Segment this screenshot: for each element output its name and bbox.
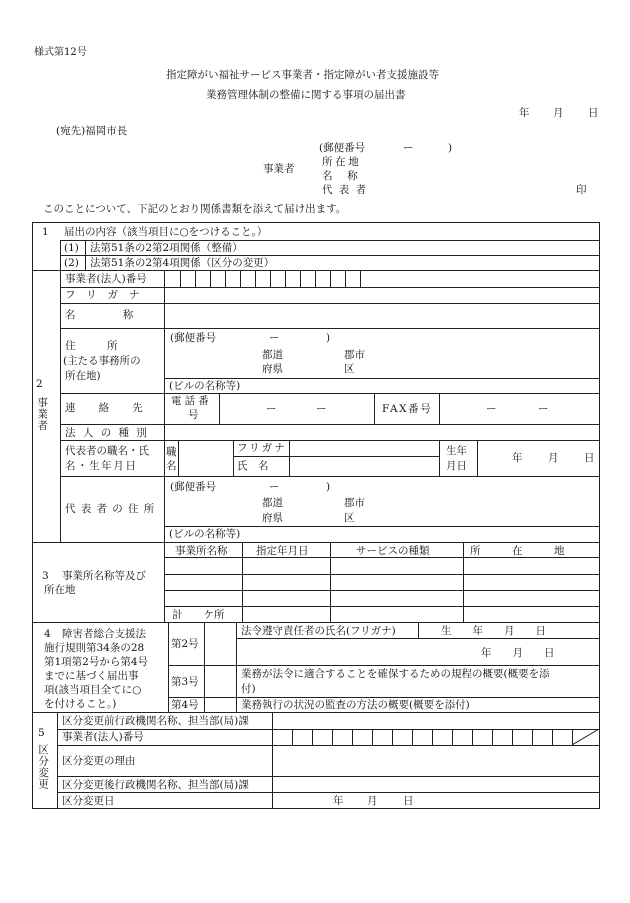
s1-title: 届出の内容（該当項目に○をつけること。） bbox=[64, 226, 268, 238]
tel-label-2: 号 bbox=[188, 409, 199, 421]
s3-col-location: 所 在 地 bbox=[470, 545, 565, 557]
form-title-line1: 指定障がい福祉サービス事業者・指定障がい者支援施設等 bbox=[166, 69, 439, 81]
rep-label-2: 名・生年月日 bbox=[65, 460, 138, 472]
rep-year: 年 bbox=[512, 452, 523, 464]
address-label-2: (主たる事務所の bbox=[63, 355, 141, 367]
header-postal-dash: ー bbox=[403, 142, 414, 154]
s1-opt2-num: (2) bbox=[64, 257, 79, 269]
date-year: 年 bbox=[519, 107, 530, 119]
s1-number: 1 bbox=[42, 226, 49, 238]
s4-row4-text: 業務執行の状況の監査の方法の概要(概要を添付) bbox=[241, 699, 470, 711]
s1-opt1-num: (1) bbox=[64, 242, 79, 254]
birth-label-1: 生年 bbox=[446, 445, 467, 457]
rep-furigana-label: フリガナ bbox=[237, 442, 287, 454]
s4-item-2: 第2号 bbox=[171, 638, 199, 650]
s3-col-office-name: 事業所名称 bbox=[175, 545, 228, 557]
tel-dash-2: ー bbox=[316, 403, 327, 415]
s4-title-5: 項(該当項目全てに○ bbox=[44, 684, 142, 696]
header-name-label: 名称 bbox=[322, 170, 373, 182]
rep-city-2: 区 bbox=[344, 512, 355, 524]
rep-city-1: 郡市 bbox=[344, 497, 365, 509]
date-month: 月 bbox=[553, 107, 564, 119]
furigana-label: フリガナ bbox=[65, 289, 151, 301]
s2-pref-1: 都道 bbox=[262, 349, 283, 361]
s4-item-4: 第4号 bbox=[171, 699, 199, 711]
s5-day: 日 bbox=[403, 795, 414, 807]
rep-postal-dash: ー bbox=[269, 481, 280, 493]
rep-postal-close: ) bbox=[326, 481, 331, 493]
s2-pref-2: 府県 bbox=[262, 363, 283, 375]
birth-label-2: 月日 bbox=[446, 460, 467, 472]
s4-title-1: 障害者総合支援法 bbox=[62, 628, 146, 640]
date-day: 日 bbox=[588, 107, 599, 119]
s5-month: 月 bbox=[367, 795, 378, 807]
s2-postal-close: ) bbox=[326, 332, 331, 344]
s2-side-label: 事業者 bbox=[36, 397, 49, 432]
corp-number-label: 事業者(法人)番号 bbox=[65, 273, 147, 285]
rep-month: 月 bbox=[548, 452, 559, 464]
s5-change-date: 区分変更日 bbox=[62, 795, 115, 807]
header-address-label: 所在地 bbox=[322, 156, 362, 168]
s3-number: 3 bbox=[42, 570, 49, 582]
form-number: 様式第12号 bbox=[34, 47, 87, 58]
statement: このことについて、下記のとおり関係書類を添えて届け出ます。 bbox=[43, 203, 347, 215]
address-label-3: 所在地) bbox=[65, 370, 101, 382]
compliance-birth-label: 生 年 月 日 bbox=[441, 625, 546, 637]
s3-col-service-type: サービスの種類 bbox=[356, 545, 430, 557]
corp-type-label: 法人の種別 bbox=[65, 427, 155, 439]
s2-city-2: 区 bbox=[344, 363, 355, 375]
s2-postal-dash: ー bbox=[269, 332, 280, 344]
s4-title-2: 施行規則第34条の28 bbox=[44, 642, 145, 654]
s1-opt1-label: 法第51条の2第2項関係（整備） bbox=[90, 242, 243, 254]
fax-dash-1: ー bbox=[486, 403, 497, 415]
rep-name-label: 氏 名 bbox=[237, 460, 269, 472]
address-label: 住 所 bbox=[65, 340, 118, 352]
header-postal: (郵便番号 bbox=[319, 142, 366, 154]
post-label-2: 名 bbox=[166, 460, 177, 472]
s4-item-3: 第3号 bbox=[171, 676, 199, 688]
s2-building: (ビルの名称等) bbox=[169, 380, 241, 392]
name-label: 名称 bbox=[65, 309, 181, 321]
s4-row3-text-2: 付) bbox=[241, 683, 256, 695]
contact-label: 連絡先 bbox=[65, 402, 166, 414]
rep-pref-1: 都道 bbox=[262, 497, 283, 509]
s5-number: 5 bbox=[38, 727, 45, 739]
fax-label: FAX番号 bbox=[382, 403, 433, 415]
tel-label-1: 電話番 bbox=[171, 395, 212, 407]
applicant-label: 事業者 bbox=[263, 163, 295, 175]
compliance-birth-date: 年 月 日 bbox=[481, 647, 555, 659]
compliance-officer-label: 法令遵守責任者の氏名(フリガナ) bbox=[241, 625, 396, 637]
s4-title-3: 第1項第2号から第4号 bbox=[44, 656, 149, 668]
rep-building: (ビルの名称等) bbox=[169, 528, 241, 540]
header-rep-label: 代表者 bbox=[322, 184, 373, 196]
tel-dash-1: ー bbox=[266, 403, 277, 415]
s1-opt2-label: 法第51条の2第4項関係（区分の変更） bbox=[90, 257, 275, 269]
s5-reason: 区分変更の理由 bbox=[62, 755, 136, 767]
rep-address-label: 代表者の住所 bbox=[65, 503, 160, 515]
rep-day: 日 bbox=[584, 452, 595, 464]
s2-number: 2 bbox=[36, 378, 43, 390]
s4-title-6: を付けること。) bbox=[44, 698, 117, 710]
s4-title-4: までに基づく届出事 bbox=[44, 670, 139, 682]
s2-postal: (郵便番号 bbox=[170, 332, 217, 344]
s4-row3-text: 業務が法令に適合することを確保するための規程の概要(概要を添 bbox=[241, 668, 550, 680]
fax-dash-2: ー bbox=[538, 403, 549, 415]
s5-after-agency: 区分変更後行政機関名称、担当部(局)課 bbox=[62, 779, 249, 791]
rep-label-1: 代表者の職名・氏 bbox=[65, 445, 149, 457]
s5-corp-number: 事業者(法人)番号 bbox=[62, 731, 144, 743]
seal-mark: 印 bbox=[576, 184, 587, 196]
s4-number: 4 bbox=[44, 628, 51, 640]
s3-title-1: 事業所名称等及び bbox=[62, 570, 146, 582]
s2-city-1: 郡市 bbox=[344, 349, 365, 361]
s5-side-label: 区分変更 bbox=[37, 744, 50, 790]
post-label-1: 職 bbox=[166, 446, 177, 458]
rep-postal: (郵便番号 bbox=[170, 481, 217, 493]
s3-title-2: 所在地 bbox=[44, 584, 76, 596]
s5-before-agency: 区分変更前行政機関名称、担当部(局)課 bbox=[62, 715, 249, 727]
diagonal-strike bbox=[572, 729, 600, 746]
s3-total: 計 ケ所 bbox=[172, 609, 225, 621]
rep-pref-2: 府県 bbox=[262, 512, 283, 524]
s5-year: 年 bbox=[333, 795, 344, 807]
header-postal-close: ) bbox=[448, 142, 453, 154]
addressee: (宛先)福岡市長 bbox=[56, 125, 128, 137]
s3-col-designation-date: 指定年月日 bbox=[256, 545, 309, 557]
form-title-line2: 業務管理体制の整備に関する事項の届出書 bbox=[206, 89, 406, 101]
